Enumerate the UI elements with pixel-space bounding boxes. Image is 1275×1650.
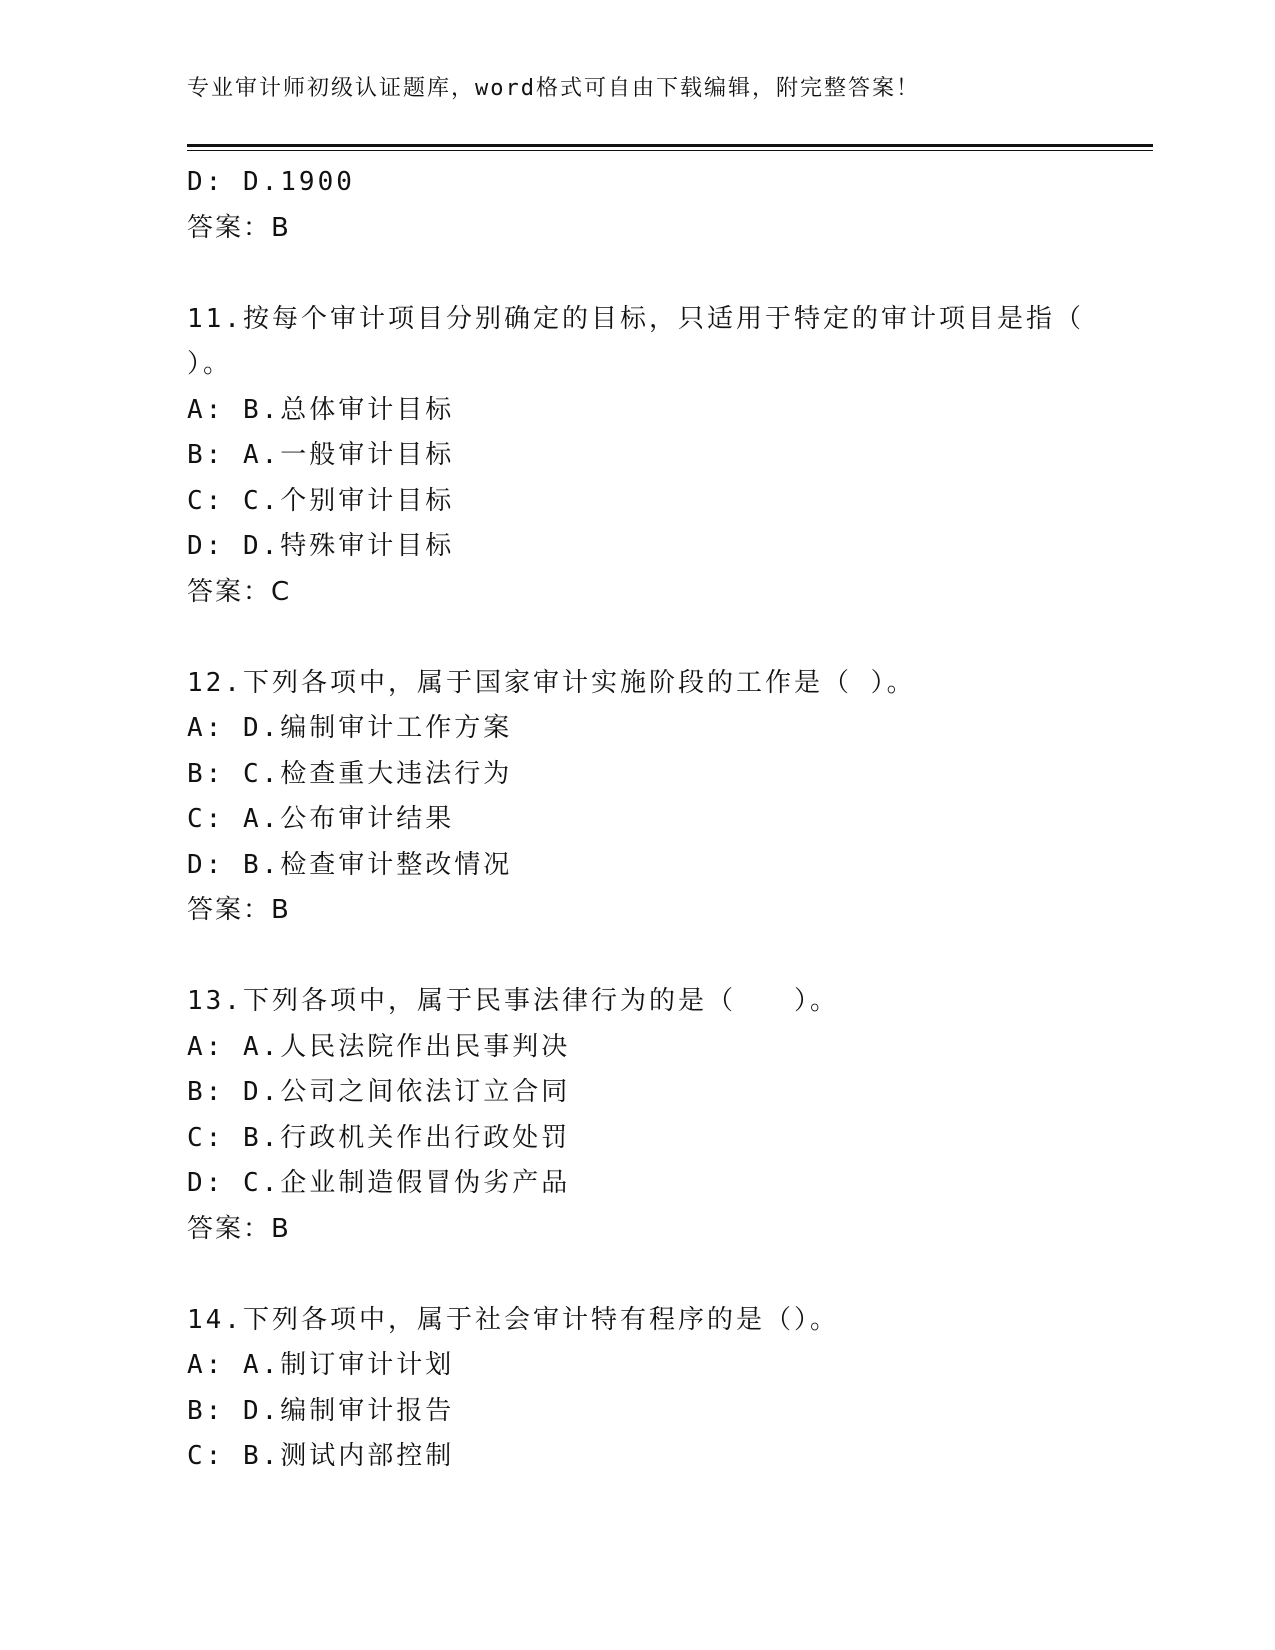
question-13: [187, 979, 1137, 1252]
option-a: A: A.制订审计计划: [187, 1350, 455, 1380]
question-stem: 13.下列各项中，属于民事法律行为的是（ ）。: [187, 986, 839, 1016]
question-stem: 14.下列各项中，属于社会审计特有程序的是（）。: [187, 1304, 839, 1335]
question-14: [187, 1298, 1137, 1480]
question-12: [187, 661, 1137, 934]
option-b: B: C.检查重大违法行为: [187, 758, 513, 789]
answer-line: 答案：B: [187, 1213, 291, 1244]
option-c: C: B.行政机关作出行政处罚: [187, 1122, 571, 1153]
option-c: C: A.公布审计结果: [187, 804, 455, 834]
option-a: A: B.总体审计目标: [187, 394, 455, 425]
header-rule-thick: [187, 144, 1153, 147]
question-stem-continued: ）。: [187, 349, 233, 379]
question-list: [187, 160, 1137, 1480]
answer-line: 答案：C: [187, 576, 292, 607]
question-stem: 11.按每个审计项目分别确定的目标，只适用于特定的审计项目是指（: [187, 303, 1084, 334]
answer-line: 答案：B: [187, 895, 291, 925]
spacer: [187, 934, 1137, 980]
option-b: B: A.一般审计目标: [187, 440, 455, 470]
question-11: [187, 297, 1137, 616]
option-d: D: B.检查审计整改情况: [187, 849, 513, 880]
answer-line: 答案：B: [187, 212, 291, 243]
option-d: D: D.特殊审计目标: [187, 531, 455, 561]
page-header: 专业审计师初级认证题库，word格式可自由下载编辑，附完整答案！: [187, 76, 920, 101]
option-d: D: D.1900: [187, 167, 355, 197]
spacer: [187, 1252, 1137, 1298]
question-stem: 12.下列各项中，属于国家审计实施阶段的工作是（ ）。: [187, 667, 916, 698]
spacer: [187, 251, 1137, 297]
spacer: [187, 615, 1137, 661]
option-c: C: B.测试内部控制: [187, 1441, 455, 1471]
option-d: D: C.企业制造假冒伪劣产品: [187, 1168, 571, 1198]
option-a: A: D.编制审计工作方案: [187, 713, 513, 743]
option-a: A: A.人民法院作出民事判决: [187, 1031, 571, 1062]
option-b: B: D.编制审计报告: [187, 1395, 455, 1426]
option-c: C: C.个别审计目标: [187, 485, 455, 516]
header-rule-thin: [187, 150, 1153, 151]
option-b: B: D.公司之间依法订立合同: [187, 1077, 571, 1107]
